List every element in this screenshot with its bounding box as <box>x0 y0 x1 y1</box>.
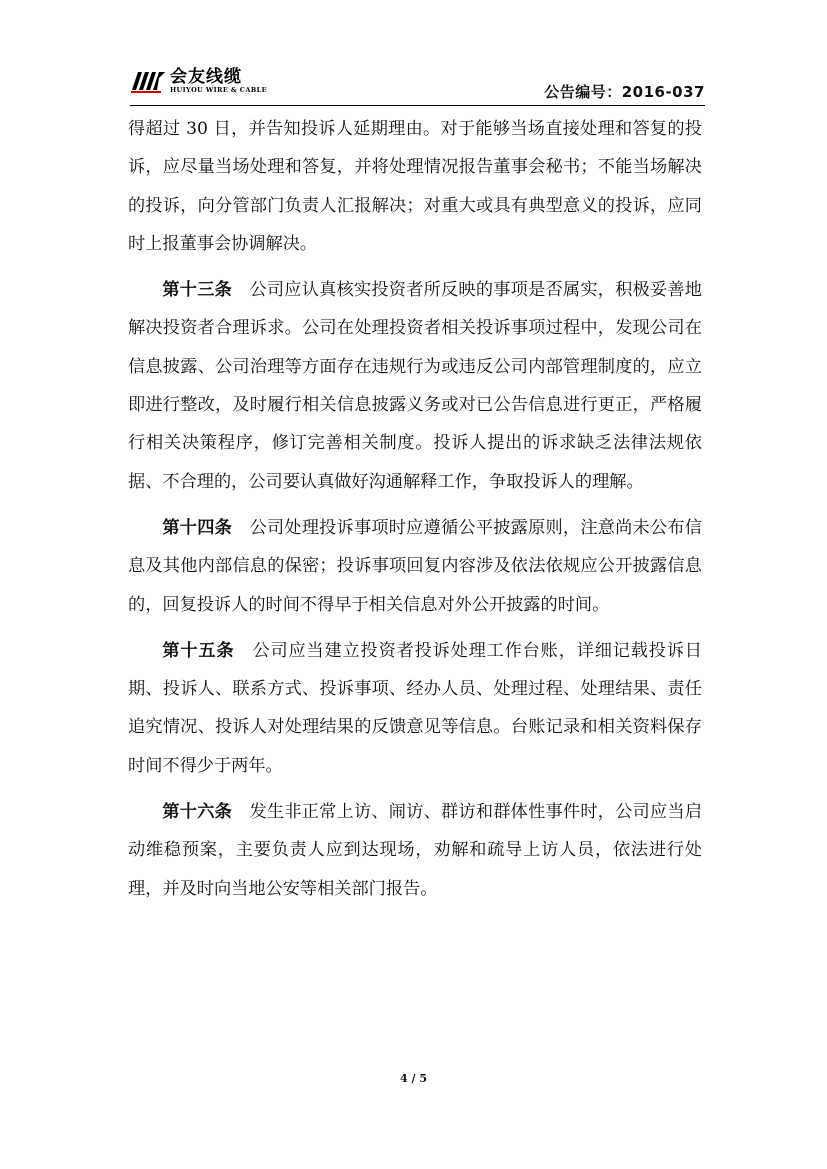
article-title: 第十六条 <box>162 802 250 823</box>
article-title: 第十三条 <box>162 280 250 301</box>
logo-mark-icon <box>130 68 168 94</box>
page-number: 4 / 5 <box>400 1072 427 1085</box>
paragraph-text: 公司应认真核实投资者所反映的事项是否属实，积极妥善地解决投资者合理诉求。公司在处理投资者相关投诉事项过程中，发现公司在信息披露、公司治理等方面存在违规行为或违反公司内部管理制度的，应立即进行整改，及时履行相关信息披露义务或对已公告信息进行更正，严格履行相关决策程序，修订完善相关制度。投诉人提出的诉求缺乏法律法规依据、不合理的，公司要认真做好沟通解释工作，争取投诉人的理解。 <box>128 280 702 492</box>
paragraph-text: 公司处理投诉事项时应遵循公平披露原则，注意尚未公布信息及其他内部信息的保密；投诉事项回复内容涉及依法依规应公开披露信息的，回复投诉人的时间不得早于相关信息对外公开披露的时间。 <box>128 517 702 615</box>
document-body <box>128 110 702 916</box>
header-rule <box>130 105 705 106</box>
paragraph-text: 公司应当建立投资者投诉处理工作台账，详细记载投诉日期、投诉人、联系方式、投诉事项、经办人员、处理过程、处理结果、责任追究情况、投诉人对处理结果的反馈意见等信息。台账记录和相关资料保存时间不得少于两年。 <box>128 640 702 776</box>
logo-chinese-name: 会友线缆 <box>170 67 242 87</box>
article-14 <box>128 509 702 624</box>
article-13 <box>128 271 702 501</box>
article-15 <box>128 632 702 785</box>
logo-english-name: HUIYOU WIRE & CABLE <box>170 86 268 94</box>
article-16 <box>128 793 702 908</box>
paragraph-text: 得超过 30 日，并告知投诉人延期理由。对于能够当场直接处理和答复的投诉，应尽量当场处理和答复，并将处理情况报告董事会秘书；不能当场解决的投诉，向分管部门负责人汇报解决；对重大或具有典型意义的投诉，应同时上报董事会协调解决。 <box>128 119 702 254</box>
article-title: 第十五条 <box>162 640 253 661</box>
company-logo <box>130 68 267 95</box>
page-header <box>130 68 705 106</box>
announcement-number: 公告编号：2016-037 <box>544 83 705 101</box>
paragraph-continuation <box>128 110 702 263</box>
paragraph-text: 发生非正常上访、闹访、群访和群体性事件时，公司应当启动维稳预案，主要负责人应到达现场，劝解和疏导上访人员，依法进行处理，并及时向当地公安等相关部门报告。 <box>128 802 702 899</box>
article-title: 第十四条 <box>162 517 250 538</box>
